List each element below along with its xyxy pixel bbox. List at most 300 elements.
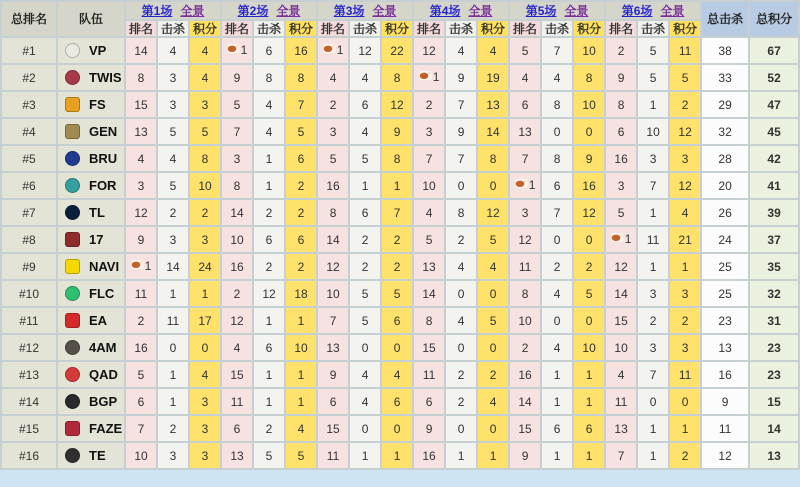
match-4-header [414,2,508,19]
match-2-points: 1 [286,308,316,333]
match-2-rank: 4 [222,335,252,360]
total-kills-value: 23 [702,308,748,333]
match-2-kills: 2 [254,416,284,441]
match-3-header [318,2,412,19]
match-3-points: 7 [382,200,412,225]
match-1-kills: 14 [158,254,188,279]
match-1-rank: 3 [126,173,156,198]
subheader-rank: 排名 [222,21,252,36]
match-1-points: 3 [190,416,220,441]
match-6-kills: 10 [638,119,668,144]
match-6-kills: 5 [638,38,668,63]
overall-rank-value: #13 [2,362,56,387]
match-5-rank: 8 [510,281,540,306]
match-4-rank: 9 [414,416,444,441]
match-2-rank: 3 [222,146,252,171]
team-row-4am [2,335,798,360]
match-5-points: 10 [574,335,604,360]
total-points-value: 42 [750,146,798,171]
team-cell-inner [58,97,124,112]
match-3-kills: 5 [350,281,380,306]
match-3-kills: 4 [350,65,380,90]
subheader-rank: 排名 [414,21,444,36]
match-6-rank: 3 [606,173,636,198]
match-3-kills: 5 [350,308,380,333]
match-2-points: 5 [286,443,316,468]
match-6-rank: 14 [606,281,636,306]
match-4-points: 0 [478,281,508,306]
total-points-value: 13 [750,443,798,468]
match-1-rank: 8 [126,65,156,90]
team-cell [58,119,124,144]
match-2-kills: 1 [254,308,284,333]
match-5-points: 0 [574,227,604,252]
match-4-points: 5 [478,308,508,333]
match-5-points: 10 [574,92,604,117]
match-3-points: 5 [382,281,412,306]
overall-rank-value: #11 [2,308,56,333]
match-6-rank: 11 [606,389,636,414]
match-1-kills: 5 [158,173,188,198]
team-cell-inner [58,151,124,166]
match-5-rank: 15 [510,416,540,441]
match-4-kills: 4 [446,38,476,63]
match-6-points: 4 [670,200,700,225]
match-2-rank: 15 [222,362,252,387]
match-4-rank: 2 [414,92,444,117]
match-4-rank: 11 [414,362,444,387]
overall-rank-value: #14 [2,389,56,414]
match-4-kills: 2 [446,362,476,387]
match-1-points: 24 [190,254,220,279]
match-3-points: 4 [382,362,412,387]
match-4-points: 4 [478,389,508,414]
total-kills-value: 32 [702,119,748,144]
team-logo-te-icon [65,448,80,463]
match-3-kills: 1 [350,173,380,198]
match-4-kills: 0 [446,173,476,198]
match-5-header [510,2,604,19]
total-points-value: 32 [750,281,798,306]
match-1-points: 5 [190,119,220,144]
overall-rank-value: #10 [2,281,56,306]
match-3-rank: 12 [318,254,348,279]
match-5-kills: 6 [542,416,572,441]
match-2-kills: 1 [254,362,284,387]
match-5-kills: 2 [542,254,572,279]
match-6-rank: 4 [606,362,636,387]
match-2-points: 2 [286,254,316,279]
match-4-points: 14 [478,119,508,144]
overall-rank-value: #16 [2,443,56,468]
match-3-kills: 4 [350,389,380,414]
match-5-rank: 11 [510,254,540,279]
match-6-panorama-link[interactable]: 全景 [660,3,685,18]
match-5-kills: 7 [542,38,572,63]
match-1-points: 2 [190,200,220,225]
match-4-points: 13 [478,92,508,117]
team-cell-inner [58,421,124,436]
overall-rank-value: #2 [2,65,56,90]
match-2-rank: 8 [222,173,252,198]
match-3-rank: 10 [318,281,348,306]
team-cell-inner [58,232,124,247]
match-6-points: 0 [670,389,700,414]
total-points-value: 31 [750,308,798,333]
match-6-rank: 1 [606,227,636,252]
total-points-value: 41 [750,173,798,198]
match-2-header [222,2,316,19]
overall-rank-value: #5 [2,146,56,171]
subheader-rank: 排名 [318,21,348,36]
team-cell-inner [58,367,124,382]
match-1-points: 10 [190,173,220,198]
match-3-points: 2 [382,254,412,279]
team-row-bgp [2,389,798,414]
match-2-points: 5 [286,119,316,144]
match-1-rank: 16 [126,335,156,360]
total-points-header: 总积分 [750,2,798,36]
match-5-rank: 16 [510,362,540,387]
team-logo-ea-icon [65,313,80,328]
match-5-points: 0 [574,308,604,333]
match-4-rank: 10 [414,173,444,198]
match-5-points: 10 [574,38,604,63]
match-6-rank: 5 [606,200,636,225]
match-3-kills: 2 [350,254,380,279]
match-5-link[interactable]: 第5场 [525,3,557,18]
team-cell [58,281,124,306]
match-6-kills: 11 [638,227,668,252]
match-1-kills: 3 [158,227,188,252]
team-name: BGP [89,394,118,409]
match-1-panorama-link[interactable]: 全景 [180,3,205,18]
match-4-kills: 8 [446,200,476,225]
match-6-points: 1 [670,254,700,279]
match-1-rank: 12 [126,200,156,225]
match-2-points: 6 [286,227,316,252]
team-name: VP [89,43,107,58]
match-6-points: 12 [670,173,700,198]
match-1-rank: 4 [126,146,156,171]
match-1-kills: 2 [158,416,188,441]
team-name: EA [89,313,108,328]
total-kills-value: 25 [702,281,748,306]
total-points-value: 39 [750,200,798,225]
match-3-rank: 15 [318,416,348,441]
match-1-rank: 2 [126,308,156,333]
match-3-points: 0 [382,416,412,441]
match-1-points: 1 [190,281,220,306]
match-1-points: 4 [190,362,220,387]
match-3-points: 12 [382,92,412,117]
match-4-kills: 9 [446,65,476,90]
total-kills-value: 20 [702,173,748,198]
team-logo-tl-icon [65,205,80,220]
match-1-link[interactable]: 第1场 [141,3,173,18]
chicken-dinner-icon [227,43,240,56]
match-4-points: 4 [478,38,508,63]
match-2-rank: 7 [222,119,252,144]
match-5-points: 5 [574,281,604,306]
overall-rank-value: #7 [2,200,56,225]
team-cell-inner [58,205,124,220]
match-2-kills: 4 [254,92,284,117]
match-4-rank: 13 [414,254,444,279]
team-cell [58,335,124,360]
match-4-points: 5 [478,227,508,252]
match-2-points: 6 [286,146,316,171]
match-4-rank: 16 [414,443,444,468]
match-5-points: 2 [574,254,604,279]
match-6-kills: 1 [638,443,668,468]
match-2-points: 10 [286,335,316,360]
match-4-kills: 7 [446,92,476,117]
match-4-rank: 8 [414,308,444,333]
match-2-rank: 9 [222,65,252,90]
match-1-kills: 3 [158,65,188,90]
match-5-kills: 4 [542,335,572,360]
overall-rank-value: #3 [2,92,56,117]
team-cell-inner [58,124,124,139]
match-3-rank: 2 [318,92,348,117]
match-3-rank: 11 [318,443,348,468]
team-name: 17 [89,232,104,247]
match-1-points: 3 [190,227,220,252]
total-points-value: 15 [750,389,798,414]
match-5-rank: 1 [510,173,540,198]
match-1-kills: 1 [158,362,188,387]
team-logo-vp-icon [65,43,80,58]
match-3-kills: 0 [350,335,380,360]
match-5-kills: 4 [542,281,572,306]
match-1-rank: 1 [126,254,156,279]
team-name: NAVI [89,259,120,274]
match-6-points: 3 [670,281,700,306]
team-cell [58,308,124,333]
team-logo-bgp-icon [65,394,80,409]
match-6-rank: 16 [606,146,636,171]
match-6-rank: 9 [606,65,636,90]
match-3-rank: 9 [318,362,348,387]
match-2-kills: 8 [254,65,284,90]
team-cell [58,416,124,441]
subheader-rank: 排名 [606,21,636,36]
team-name: FLC [89,286,115,301]
team-name: TE [89,448,106,463]
match-6-link[interactable]: 第6场 [621,3,653,18]
match-5-kills: 0 [542,119,572,144]
chicken-dinner-icon [611,232,624,245]
match-4-points: 0 [478,335,508,360]
match-4-rank: 4 [414,200,444,225]
match-6-rank: 8 [606,92,636,117]
match-6-rank: 6 [606,119,636,144]
match-4-kills: 0 [446,416,476,441]
match-4-points: 4 [478,254,508,279]
match-4-kills: 0 [446,335,476,360]
match-2-points: 16 [286,38,316,63]
match-6-kills: 1 [638,200,668,225]
match-6-rank: 10 [606,335,636,360]
match-2-rank: 5 [222,92,252,117]
match-5-rank: 7 [510,146,540,171]
match-6-points: 11 [670,38,700,63]
match-1-kills: 3 [158,443,188,468]
match-3-rank: 14 [318,227,348,252]
match-4-rank: 15 [414,335,444,360]
match-5-points: 9 [574,146,604,171]
team-row-vp [2,38,798,63]
match-3-link[interactable]: 第3场 [333,3,365,18]
match-5-kills: 6 [542,173,572,198]
match-3-panorama-link[interactable]: 全景 [372,3,397,18]
match-5-points: 8 [574,65,604,90]
match-3-points: 1 [382,173,412,198]
match-4-points: 19 [478,65,508,90]
match-4-points: 12 [478,200,508,225]
team-cell-inner [58,340,124,355]
match-2-points: 2 [286,200,316,225]
team-cell-inner [58,313,124,328]
subheader-points: 积分 [382,21,412,36]
team-logo-17-icon [65,232,80,247]
total-points-value: 23 [750,335,798,360]
match-5-kills: 8 [542,92,572,117]
match-5-rank: 10 [510,308,540,333]
match-1-rank: 11 [126,281,156,306]
team-row-qad [2,362,798,387]
match-1-rank: 15 [126,92,156,117]
match-5-points: 1 [574,443,604,468]
match-5-points: 6 [574,416,604,441]
match-1-kills: 2 [158,200,188,225]
header-row-matches [2,2,798,19]
match-2-points: 2 [286,173,316,198]
total-points-value: 67 [750,38,798,63]
match-2-rank: 1 [222,38,252,63]
match-6-points: 11 [670,362,700,387]
total-kills-value: 28 [702,146,748,171]
total-kills-value: 26 [702,200,748,225]
match-2-kills: 2 [254,200,284,225]
match-6-kills: 1 [638,92,668,117]
match-5-kills: 8 [542,146,572,171]
match-5-panorama-link[interactable]: 全景 [564,3,589,18]
team-logo-gen-icon [65,124,80,139]
match-4-kills: 2 [446,227,476,252]
match-1-points: 4 [190,38,220,63]
match-4-rank: 12 [414,38,444,63]
match-2-rank: 14 [222,200,252,225]
team-cell [58,254,124,279]
match-5-kills: 1 [542,362,572,387]
match-1-kills: 0 [158,335,188,360]
match-3-rank: 7 [318,308,348,333]
match-6-kills: 3 [638,335,668,360]
match-6-rank: 12 [606,254,636,279]
match-6-kills: 0 [638,389,668,414]
team-header: 队伍 [58,2,124,36]
match-5-points: 1 [574,362,604,387]
match-1-points: 3 [190,92,220,117]
team-row-twis [2,65,798,90]
match-5-points: 0 [574,119,604,144]
team-row-tl [2,200,798,225]
match-3-kills: 4 [350,362,380,387]
team-name: FAZE [89,421,123,436]
team-cell [58,200,124,225]
match-4-kills: 4 [446,308,476,333]
subheader-points: 积分 [670,21,700,36]
match-5-rank: 14 [510,389,540,414]
match-1-kills: 5 [158,119,188,144]
team-name: FOR [89,178,117,193]
match-3-kills: 12 [350,38,380,63]
match-6-kills: 2 [638,308,668,333]
overall-rank-value: #8 [2,227,56,252]
match-2-kills: 4 [254,119,284,144]
team-cell-inner [58,286,124,301]
team-name: TL [89,205,105,220]
match-5-kills: 4 [542,65,572,90]
match-3-points: 1 [382,443,412,468]
match-4-rank: 6 [414,389,444,414]
total-kills-value: 24 [702,227,748,252]
match-3-rank: 3 [318,119,348,144]
match-6-kills: 5 [638,65,668,90]
chicken-dinner-icon [515,178,528,191]
match-3-points: 6 [382,389,412,414]
match-4-panorama-link[interactable]: 全景 [468,3,493,18]
match-1-rank: 5 [126,362,156,387]
match-2-rank: 11 [222,389,252,414]
team-row-navi [2,254,798,279]
match-4-points: 8 [478,146,508,171]
match-2-panorama-link[interactable]: 全景 [276,3,301,18]
match-6-points: 2 [670,308,700,333]
match-4-kills: 0 [446,281,476,306]
team-cell [58,443,124,468]
match-2-points: 8 [286,65,316,90]
team-cell-inner [58,394,124,409]
team-row-faze [2,416,798,441]
match-4-link[interactable]: 第4场 [429,3,461,18]
team-cell [58,38,124,63]
match-5-rank: 6 [510,92,540,117]
match-2-points: 7 [286,92,316,117]
team-cell [58,146,124,171]
match-2-points: 1 [286,362,316,387]
match-4-rank: 5 [414,227,444,252]
team-name: GEN [89,124,118,139]
match-3-rank: 16 [318,173,348,198]
match-6-kills: 7 [638,362,668,387]
match-3-rank: 1 [318,38,348,63]
match-1-kills: 4 [158,38,188,63]
team-logo-for-icon [65,178,80,193]
overall-rank-value: #9 [2,254,56,279]
match-5-kills: 1 [542,443,572,468]
match-2-rank: 16 [222,254,252,279]
subheader-kills: 击杀 [638,21,668,36]
match-4-points: 0 [478,173,508,198]
team-logo-faze-icon [65,421,80,436]
match-1-kills: 1 [158,281,188,306]
match-2-link[interactable]: 第2场 [237,3,269,18]
team-logo-twis-icon [65,70,80,85]
match-5-rank: 13 [510,119,540,144]
